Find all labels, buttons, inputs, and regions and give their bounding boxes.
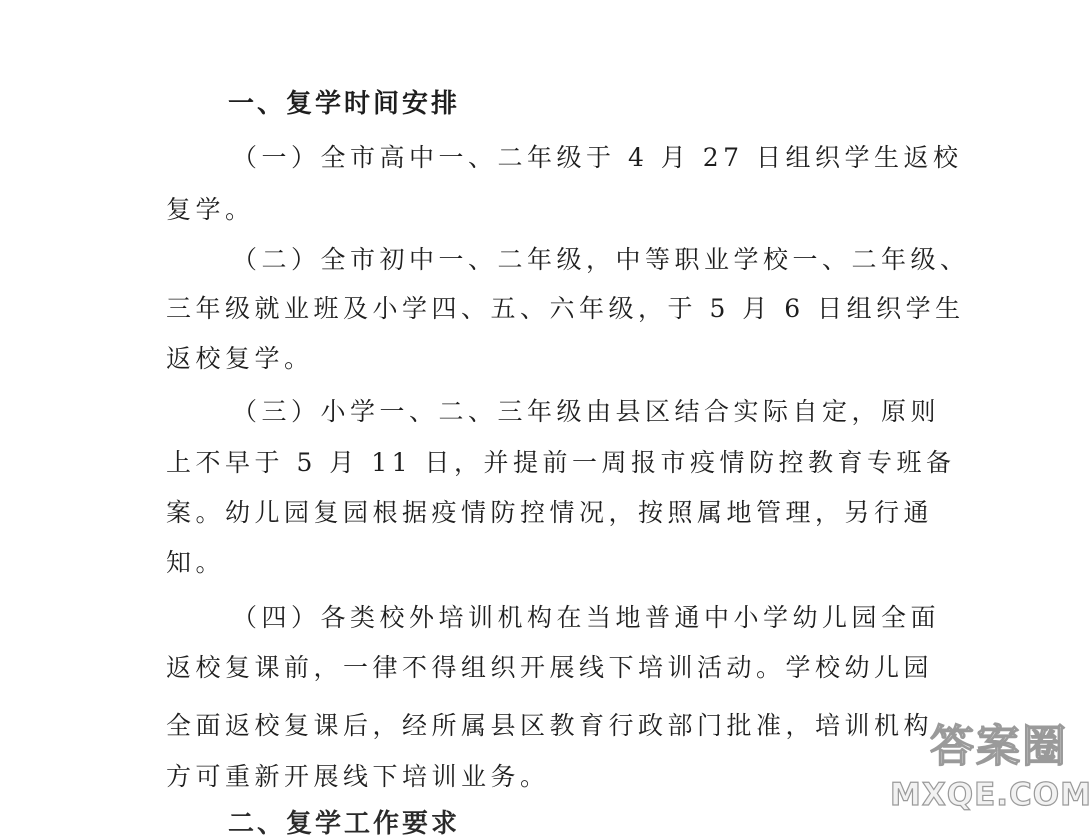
next-section-heading-cut (228, 806, 461, 839)
paragraph-line-8: 案。幼儿园复园根据疫情防控情况，按照属地管理，另行通 (166, 498, 934, 527)
site-watermark (890, 717, 1092, 813)
paragraph-line-11: 返校复课前，一律不得组织开展线下培训活动。学校幼儿园 (166, 653, 934, 682)
paragraph-line-13: 方可重新开展线下培训业务。 (166, 762, 550, 791)
paragraph-line-5: 返校复学。 (166, 344, 314, 373)
paragraph-line-9: 知。 (166, 548, 226, 577)
watermark-logo-text: 答案圈 (930, 721, 1068, 772)
section-heading: 一、复学时间安排 (228, 89, 461, 119)
paragraph-line-4: 三年级就业班及小学四、五、六年级，于 5 月 6 日组织学生 (166, 294, 965, 323)
watermark-domain-text: MXQE.COM (890, 777, 1092, 813)
paragraph-line-1: （一）全市高中一、二年级于 4 月 27 日组织学生返校 (232, 143, 963, 172)
paragraph-line-2: 复学。 (166, 195, 255, 224)
paragraph-line-10: （四）各类校外培训机构在当地普通中小学幼儿园全面 (232, 603, 941, 632)
next-section-heading-text: 二、复学工作要求 (228, 809, 461, 839)
paragraph-line-6: （三）小学一、二、三年级由县区结合实际自定，原则 (232, 397, 941, 426)
paragraph-line-12: 全面返校复课后，经所属县区教育行政部门批准，培训机构 (166, 711, 934, 740)
paragraph-line-7: 上不早于 5 月 11 日，并提前一周报市疫情防控教育专班备 (166, 448, 956, 477)
paragraph-line-3: （二）全市初中一、二年级，中等职业学校一、二年级、 (232, 245, 970, 274)
